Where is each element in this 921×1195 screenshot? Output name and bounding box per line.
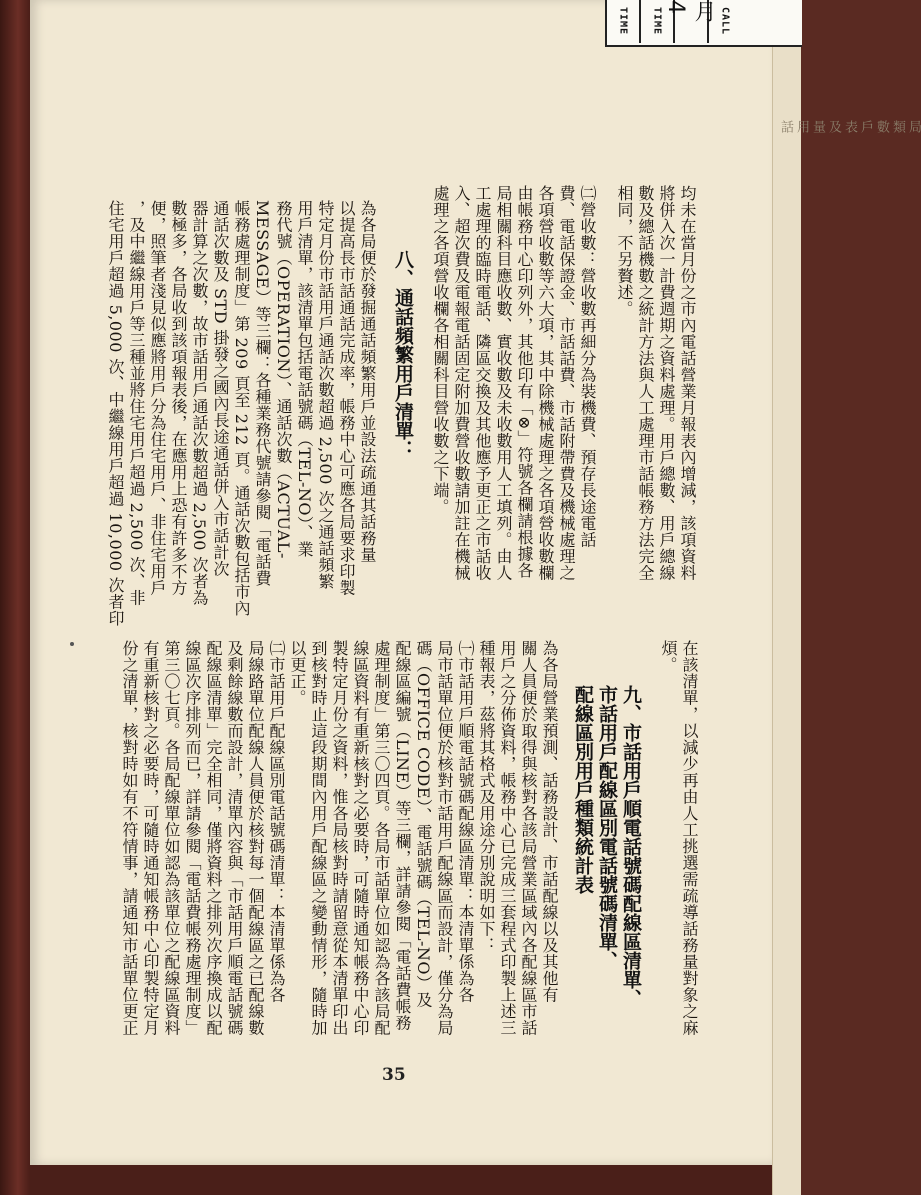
tab-time-2: TIME	[641, 0, 675, 43]
paragraph-frequent-users: 為各局便於發掘通話頻繁用戶並設法疏通其話務量 以提高長市話通話完成率，帳務中心可應各局要求印製 特定月份市話用戶通話次數超過 2,500 次之通話頻繁 用戶清單，該清單包括電話號碼（TEL-NO）、業 務代號（OPERATION）、通話次數（ACTUAL- MESSAGE）等三欄：各種業務代號請參閱「電話費 帳務處理制度」第 209 頁至 212 頁。通話次數包括市內 通話次數及 STD 掛發之國內長途通話併入市話計次 器計算之次數，故市話用戶通話次數超過 2,500 次者為 數極多，各局收到該項報表後，在應用上恐有許多不方 便，照筆者淺見似應將用戶分為住宅用戶、非住宅用戶 ，及中繼線用戶等三種並將住宅用戶超過 2,500 次、非 住宅用戶超過 5,000 次、中繼線用戶超過 10,000 次者印	[106, 200, 377, 627]
tab-time-1: TIME	[607, 0, 641, 43]
margin-dot	[70, 642, 74, 646]
paragraph-distribution-lists: 為各局營業預測、話務設計、市話配線以及其他有 關人員便於取得與核對各該局營業區域內各配線區市話 用戶之分佈資料，帳務中心已完成三套程式印製上述三 種報表，茲將其格式及用途分別說明如下： ㈠市話用戶順電話號碼配線區清單：本清單係為各 局市話單位便於核對市話用戶配線區而設計，僅分為局 碼（OFFICE CODE）、電話號碼（TEL-NO）及 配線區編號（LINE）等三欄，詳請參閱「電話費帳務 處理制度」第三〇四頁。各局市話單位如認為各該局配 線區資料有重新核對之必要時，可隨時通知帳務中心印 製特定月份之資料，惟各局核對時請留意從本清單印出 到核對時止這段期間內用戶配線區之變動情形，隨時加 以更正。 ㈡市話用戶配線區別電話號碼清單：本清單係為各 局線路單位配線人員便於核對每一個配線區之已配線數 及剩餘線數而設計，清單內容與「市話用戶順電話號碼 配線區清單」完全相同，僅將資料之排列次序換成以配 線區次序排列而已，詳請參閱「電話費帳務處理制度」 第三〇七頁。各局配線單位如認為該單位之配線區資料 有重新核對之必要時，可隨時通知帳務中心印製特定月 份之清單，核對時如有不符情事，請通知市話單位更正	[120, 640, 559, 1036]
book-binding	[0, 0, 30, 1195]
book-cover-bottom	[30, 1165, 772, 1195]
tab-call: CALL	[719, 7, 731, 36]
section-heading-9: 九、市話用戶順電話號碼配線區清單、 市話用戶配線區別電話號碼清單、 配線區別用戶種類統計表	[572, 685, 642, 1008]
page-number: 35	[382, 1065, 406, 1085]
paragraph-revenue: ㈡營收數：營收數再細分為裝機費、預存長途電話 費、電話保證金、市話話費、市話附帶費及機械處理之 各項營收數等六大項，其中除機械處理之各項營收數欄 由帳務中心印列外，其他印有「⊗」符號各欄請根據各 局相關科目應收數、實收數及未收數用人工填列。由人 工處理的臨時電話、隣區交換及其他應予更正之市話收 入、超次費及電報電話固定附加費營收數請加註在機械 處理之各項營收欄各相關科目營收數之下端。	[431, 185, 597, 581]
index-tabs	[605, 0, 802, 47]
section-heading-8: 八、通話頻繁用戶清單：	[392, 250, 414, 459]
adjacent-page-edge	[772, 0, 921, 1195]
tab-month: 月 4	[675, 0, 709, 43]
adjacent-page-text: 局 類 數 戶 表 及 量 用 話	[778, 120, 921, 133]
paragraph-continuation: 均未在當月份之市內電話營業月報表內增減，該項資料 將併入次一計費週期之資料處理。用戶總數、用戶總線 數及總話機數之統計方法與人工處理市話帳務方法完全 相同，不另贅述。	[615, 185, 697, 581]
paragraph-continuation-8: 在該清單，以減少再由人工挑選需疏導話務量對象之麻 煩。	[659, 640, 699, 1036]
